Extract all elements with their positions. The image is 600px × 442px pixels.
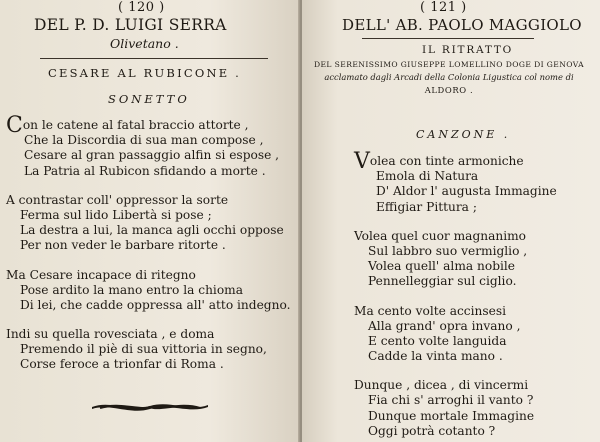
verse-line: Fia chi s' arroghi il vanto ? [368, 393, 534, 408]
verse-line: La destra a lui, la manca agli occhi oppose [20, 223, 284, 238]
verse-line: Oggi potrà cotanto ? [368, 423, 496, 438]
verse-line: Sul labbro suo vermiglio , [368, 243, 528, 258]
verse-line: Corse feroce a trionfar di Roma . [20, 357, 224, 372]
verse-line: Ferma sul lido Libertà si pose ; [20, 207, 212, 222]
author-subtitle: Olivetano . [110, 36, 179, 51]
poem-body [6, 113, 291, 387]
verse-line: Cesare al gran passaggio alfin si espose , [24, 148, 280, 163]
page-number: ( 120 ) [118, 0, 165, 15]
author-heading: DELL' AB. PAOLO MAGGIOLO [342, 16, 582, 34]
verse-line: La Patria al Rubicon sfidando a morte . [24, 163, 266, 178]
verse-line: Volea quel cuor magnanimo [354, 228, 526, 243]
stanza [6, 268, 290, 314]
verse-line: D' Aldor l' augusta Immagine [376, 184, 557, 199]
title-rule [40, 58, 268, 59]
verse-line: E cento volte languida [368, 333, 507, 348]
verse-line: A contrastar coll' oppressor la sorte [6, 192, 229, 207]
stanza [6, 113, 290, 179]
stanza [354, 378, 557, 439]
verse-line: Ma Cesare incapace di ritegno [6, 267, 196, 282]
poem-title: CESARE AL RUBICONE . [48, 66, 242, 80]
verse-line: Pennelleggiar sul ciglio. [368, 274, 517, 289]
verse-line: Con le catene al fatal braccio attorte , [6, 113, 249, 138]
verse-line: Che la Discordia di sua man compose , [24, 133, 264, 148]
stanza [354, 229, 557, 290]
verse-line: Indi su quella rovesciata , e doma [6, 327, 215, 342]
poem-genre: SONETTO [108, 92, 190, 106]
verse-line: Premendo il piè di sua vittoria in segno, [20, 342, 267, 357]
verse-line: Pose ardito la mano entro la chioma [20, 282, 243, 297]
verse-line: Volea quell' alma nobile [368, 259, 516, 274]
verse-line: Di lei, che cadde oppressa all' atto indegno. [20, 297, 291, 312]
stanza [354, 149, 557, 215]
dedication-line: ALDORO . [424, 85, 474, 95]
stanza [354, 304, 557, 365]
verse-line: Dunque mortale Immagine [368, 408, 535, 423]
verse-line: Alla grand' opra invano , [368, 318, 521, 333]
verse-line: Dunque , dicea , di vincermi [354, 378, 529, 393]
drop-cap: C [6, 113, 23, 138]
stanza [6, 193, 290, 254]
tailpiece-ornament [90, 398, 210, 414]
dedication-line: acclamato dagli Arcadi della Colonia Ligustica col nome di [324, 72, 574, 82]
author-heading: DEL P. D. LUIGI SERRA [34, 16, 227, 34]
page-number: ( 121 ) [420, 0, 467, 15]
poem-genre: CANZONE . [416, 128, 511, 141]
title-rule [362, 38, 534, 39]
dedication-line: DEL SERENISSIMO GIUSEPPE LOMELLINO DOGE DI GENOVA [313, 60, 584, 69]
verse-line: Emola di Natura [376, 169, 479, 184]
verse-line: Cadde la vinta mano . [368, 349, 503, 364]
drop-cap: V [354, 149, 370, 174]
poem-body [354, 149, 557, 442]
right-page [302, 0, 600, 442]
verse-line: Volea con tinte armoniche [354, 149, 524, 174]
verse-line: Per non veder le barbare ritorte . [20, 238, 226, 253]
verse-line: Ma cento volte accinsesi [354, 303, 507, 318]
poem-heading: IL RITRATTO [422, 44, 514, 56]
verse-line: Effigiar Pittura ; [376, 199, 477, 214]
stanza [6, 327, 290, 373]
